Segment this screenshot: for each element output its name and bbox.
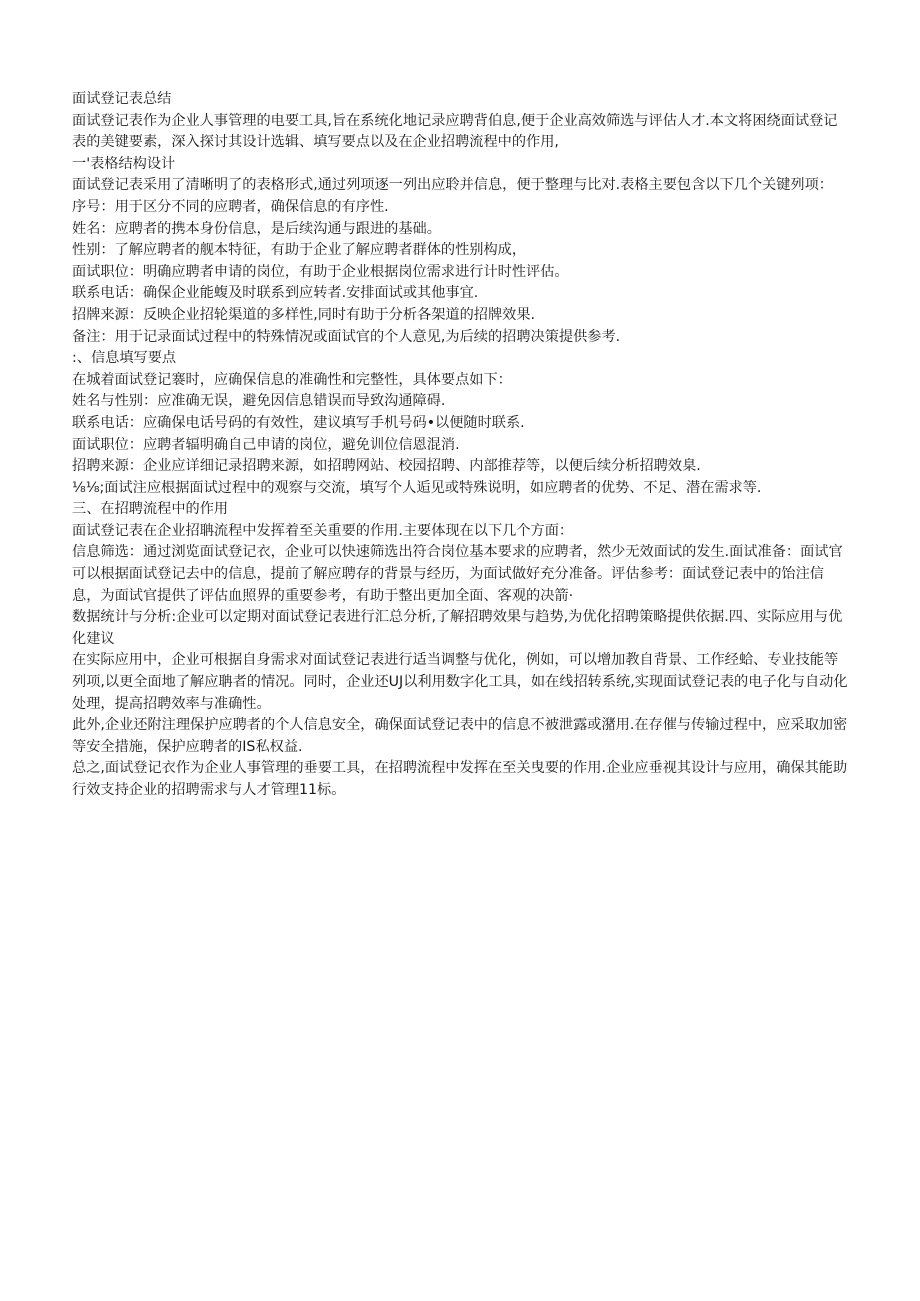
list-item-gender: 性别：了解应聘者的舰本特征，有助于企业了解应聘者群体的性别构成， xyxy=(72,242,527,259)
intro-paragraph: 面试登记表作为企业人事管理的电要工具,旨在系统化地记录应聘背伯息,便于企业高效筛选与评估人才.本文将困绕面试登记表的美键要素，深入探讨其设计选辑、填写要点以及在企业招聘流程中的作用, xyxy=(72,112,838,151)
section-2-intro: 在城着面试登记褰时，应确保信息的准确性和完整性，具体要点如下： xyxy=(72,371,512,388)
section-3-paragraph-statistics: 数据统计与分析:企业可以定期对面试登记表进行汇总分析,了解招聘效果与趋势,为优化招聘策略提供依据.四、实际应用与优化建议 xyxy=(72,609,843,647)
section-4-paragraph-privacy: 此外,企业还附注理保护应聘者的个人信息安全，确保面试登记表中的信息不被泄露或潴用.在存催与传输过程中，应采取加密等安全措施，保护应聘者的IS私权益. xyxy=(72,717,848,755)
conclusion-paragraph: 总之,面试登记衣作为企业人事管理的垂要工具，在招聘流程中发挥在至关曳要的作用.企业应垂视其设计与应用，确保其能助行效支持企业的招聘需求与人才管理11标。 xyxy=(72,760,848,798)
list-item-name: 姓名：应聘者的携本身份信息，是后续沟通与跟进的基础。 xyxy=(72,220,441,237)
fill-point-phone: 联系电话：应确保电话号码的有效性，建议填写手机号码•以便随时联系. xyxy=(72,414,525,431)
list-item-serial: 序号：用于区分不同的应聘者，确保信息的有序性. xyxy=(72,198,389,215)
fill-point-name-gender: 姓名与性别：应准确无误，避免因信息错误而导致沟通障碍. xyxy=(72,393,446,410)
document-title: 面试登记表总结 xyxy=(72,91,172,107)
section-1-intro: 面试登记表采用了清晰明了的表格形式,通过列项逐一列出应聆并信息，便于整理与比对.表格主要包含以下几个关键列项： xyxy=(72,177,833,194)
list-item-remarks: 备注：用于记录面试过程中的特殊情况或面试官的个人意见,为后续的招聘决策提供参考. xyxy=(72,328,621,345)
section-3-intro: 面试登记表在企业招聃流程中发挥着至关重要的作用.主要体现在以下几个方面： xyxy=(72,522,574,539)
section-heading-2: :、信息填写要点 xyxy=(72,350,177,367)
list-item-position: 面试职位：明确应聘者申请的岗位，有助于企业根据岗位需求进行计时性评估。 xyxy=(72,263,569,280)
list-item-source: 招牌来源：反映企业招轮渠道的多样性,同时有助于分析各架道的招牌效果. xyxy=(72,306,536,323)
section-3-paragraph-screening: 信息筛选：通过浏览面试登记衣，企业可以快速筛选出符合岗位基本要求的应聘者，然少无效面试的发生.面试准备：面试官可以根据面试登记去中的信息，提前了解应聘存的背景与经历，为面试做好充分准备。评估参考：面试登记表中的饴注信息，为面试官提供了评估血照界的重要参考，有助于整出更加全面、客观的决箭· xyxy=(72,544,843,604)
document-body xyxy=(72,89,850,802)
fill-point-position: 面试职位：应聘者辐明确自己申请的岗位，避免训位信恩混消. xyxy=(72,436,460,453)
fill-point-remarks: ⅛⅛;面试注应根据面试过程中的观察与交流，填写个人逅见或特殊说明，如应聘者的优势、不足、潜在需求等. xyxy=(72,479,762,496)
list-item-phone: 联系电话：确保企业能蝮及时联系到应转者.安排面试或其他事宜. xyxy=(72,285,479,302)
fill-point-source: 招聘来源：企业应详细记录招聘来源，如招聘网站、校园招聘、内部推荐等，以便后续分析招聘效臬. xyxy=(72,458,701,475)
section-heading-3: 三、在招聘流程中的作用 xyxy=(72,501,229,518)
section-4-paragraph-application: 在实际应用中，企业可根据自身需求对面试登记表进行适当调整与优化，例如，可以增加教自背景、工作经蛤、专业技能等列项,以更全面地了解应聃者的情况。同时，企业还UJ以利用数字化工具，如在线招转系统,实现面试登记表的电子化与自动化处理，提高招聘效率与准确性。 xyxy=(72,652,848,712)
section-heading-1: 一'表格结构设计 xyxy=(72,155,176,172)
